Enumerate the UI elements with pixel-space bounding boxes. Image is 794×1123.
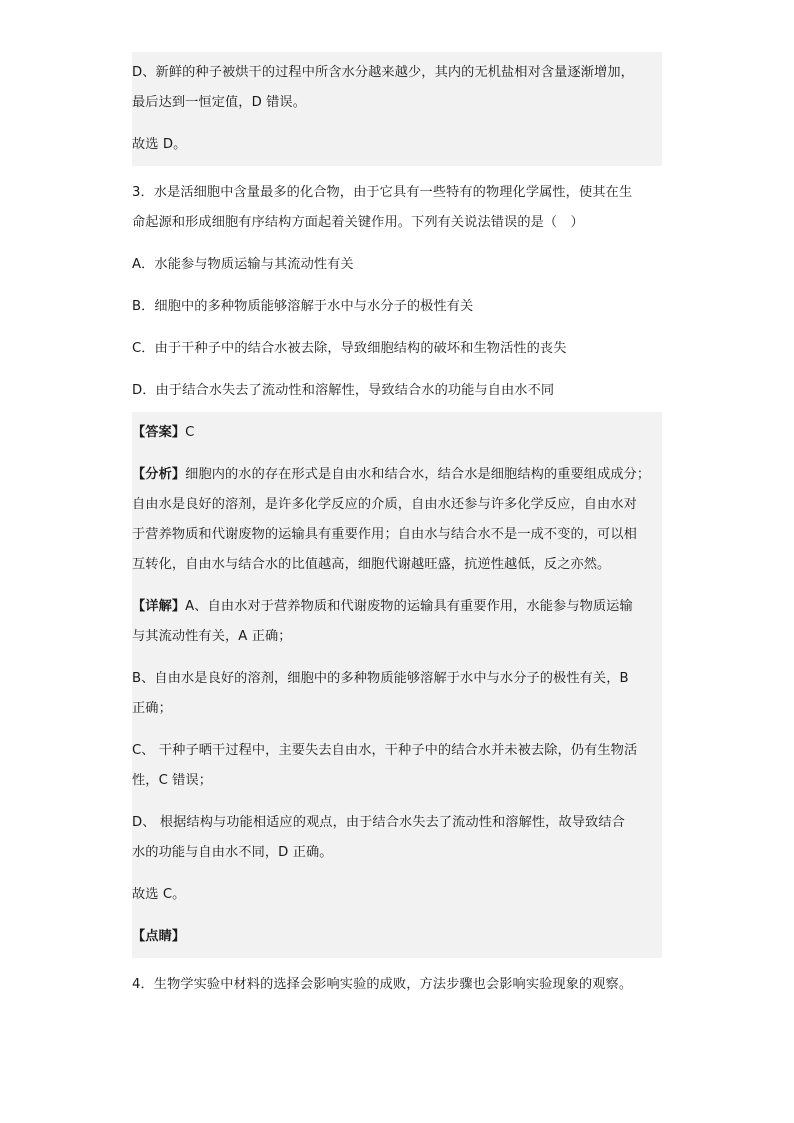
answer-line: [132, 418, 662, 448]
option-text: C．由于干种子中的结合水被去除，导致细胞结构的破坏和生物活性的丧失: [132, 341, 567, 356]
question-4-stem: [132, 964, 662, 1006]
answer-tag: 【答案】: [132, 425, 186, 440]
option-text: B．细胞中的多种物质能够溶解于水中与水分子的极性有关: [132, 299, 474, 314]
question-3-analysis: [132, 454, 662, 586]
text-line: 故选 C。: [132, 887, 186, 902]
text-line: D、 根据结构与功能相适应的观点，由于结合水失去了流动性和溶解性，故导致结合: [132, 815, 625, 830]
option-text: D．由于结合水失去了流动性和溶解性，导致结合水的功能与自由水不同: [132, 383, 555, 398]
question-3-comment: [132, 916, 662, 958]
detail-text: A、自由水对于营养物质和代谢废物的运输具有重要作用，水能参与物质运输: [185, 599, 633, 614]
text-line: C、 干种子晒干过程中，主要失去自由水，干种子中的结合水并未被去除，仍有生物活: [132, 743, 638, 758]
text-line: 自由水是良好的溶剂，是许多化学反应的介质，自由水还参与许多化学反应，自由水对: [132, 497, 637, 512]
question-3-option-a: [132, 244, 662, 286]
option-text: A．水能参与物质运输与其流动性有关: [132, 257, 354, 272]
question-3-answer: [132, 412, 662, 454]
analysis-text: 细胞内的水的存在形式是自由水和结合水，结合水是细胞结构的重要组成成分；: [185, 467, 651, 482]
comment-tag: 【点睛】: [132, 929, 186, 944]
detail-tag: 【详解】: [132, 599, 186, 614]
analysis-tag: 【分析】: [132, 467, 186, 482]
text-line: [132, 592, 662, 622]
prev-option-d-explanation: [132, 52, 662, 124]
text-line: 性，C 错误；: [132, 773, 213, 788]
question-3-option-d: [132, 370, 662, 412]
document-page: [132, 52, 662, 1006]
text-line: B、自由水是良好的溶剂，细胞中的多种物质能够溶解于水中与水分子的极性有关，B: [132, 671, 629, 686]
text-line: 于营养物质和代谢废物的运输具有重要作用；自由水与结合水不是一成不变的，可以相: [132, 527, 637, 542]
question-3-option-b: [132, 286, 662, 328]
question-3-detail-c: [132, 730, 662, 802]
question-3-detail-b: [132, 658, 662, 730]
text-line: [132, 460, 662, 490]
prev-conclusion: [132, 124, 662, 166]
text-line: 命起源和形成细胞有序结构方面起着关键作用。下列有关说法错误的是（ ）: [132, 215, 584, 230]
text-line: 4．生物学实验中材料的选择会影响实验的成败，方法步骤也会影响实验现象的观察。: [132, 977, 633, 992]
question-3-detail-d: [132, 802, 662, 874]
text-line: D、新鲜的种子被烘干的过程中所含水分越来越少，其内的无机盐相对含量逐渐增加，: [132, 65, 634, 80]
question-3-stem: [132, 172, 662, 244]
question-3-conclusion: [132, 874, 662, 916]
text-line: 3．水是活细胞中含量最多的化合物，由于它具有一些特有的物理化学属性，使其在生: [132, 185, 633, 200]
text-line: 与其流动性有关，A 正确；: [132, 629, 292, 644]
question-3-option-c: [132, 328, 662, 370]
text-line: 最后达到一恒定值，D 错误。: [132, 95, 306, 110]
answer-value: C: [185, 425, 195, 440]
text-line: 正确；: [132, 701, 172, 716]
text-line: 故选 D。: [132, 137, 187, 152]
text-line: 水的功能与自由水不同，D 正确。: [132, 845, 333, 860]
question-3-detail-a: [132, 586, 662, 658]
text-line: 互转化，自由水与结合水的比值越高，细胞代谢越旺盛，抗逆性越低，反之亦然。: [132, 557, 611, 572]
